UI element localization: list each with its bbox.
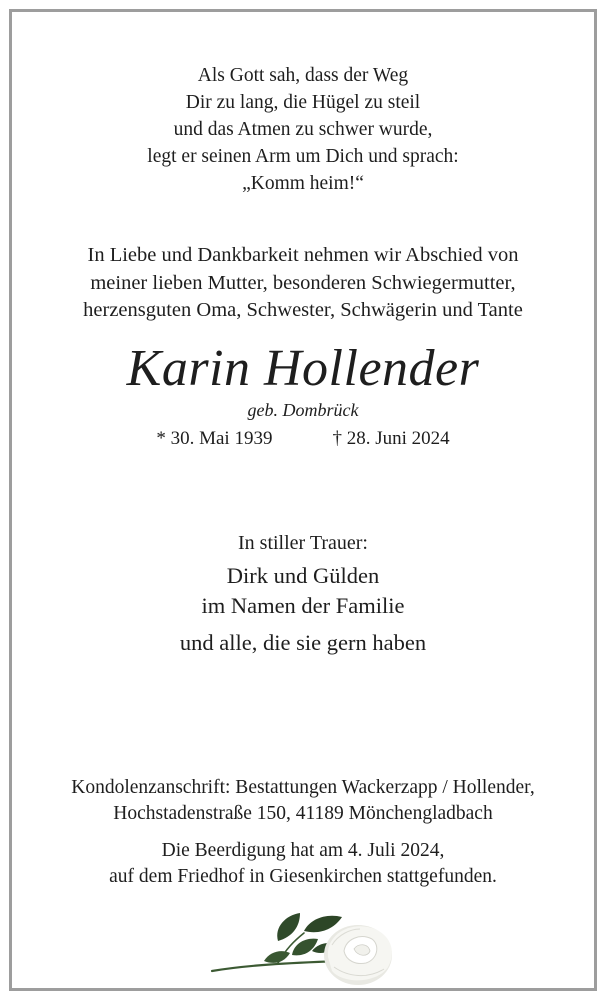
address-line: Kondolenzanschrift: Bestattungen Wackerzapp / Hollender, xyxy=(71,777,535,798)
deceased-name: Karin Hollender xyxy=(126,340,480,397)
intro-line: In Liebe und Dankbarkeit nehmen wir Abschied von xyxy=(87,244,519,266)
mourner-line: im Namen der Familie xyxy=(201,593,405,618)
white-rose-icon xyxy=(208,905,408,993)
poem-line: „Komm heim!“ xyxy=(242,173,364,194)
mourning-label: In stiller Trauer: xyxy=(238,532,368,554)
intro-line: herzensguten Oma, Schwester, Schwägerin und Tante xyxy=(83,299,523,321)
funeral-line: Die Beerdigung hat am 4. Juli 2024, xyxy=(161,840,445,861)
address-line: Hochstadenstraße 150, 41189 Mönchengladbach xyxy=(113,803,493,824)
funeral-line: auf dem Friedhof in Giesenkirchen stattgefunden. xyxy=(109,866,497,887)
poem-line: Als Gott sah, dass der Weg xyxy=(197,65,409,86)
poem xyxy=(0,62,606,197)
life-dates xyxy=(0,426,606,452)
condolence-address xyxy=(0,775,606,827)
funeral-info xyxy=(0,838,606,890)
poem-line: Dir zu lang, die Hügel zu steil xyxy=(185,92,421,113)
death-date: † 28. Juni 2024 xyxy=(332,428,450,449)
farewell-intro xyxy=(0,242,606,325)
poem-line: und das Atmen zu schwer wurde, xyxy=(173,119,433,140)
mourner-extra: und alle, die sie gern haben xyxy=(179,630,427,655)
birth-date: * 30. Mai 1939 xyxy=(156,428,273,449)
poem-line: legt er seinen Arm um Dich und sprach: xyxy=(147,146,459,167)
intro-line: meiner lieben Mutter, besonderen Schwiegermutter, xyxy=(90,271,516,294)
mourners xyxy=(0,561,606,658)
birth-name: geb. Dombrück xyxy=(247,400,359,420)
mourner-line: Dirk und Gülden xyxy=(226,563,380,588)
